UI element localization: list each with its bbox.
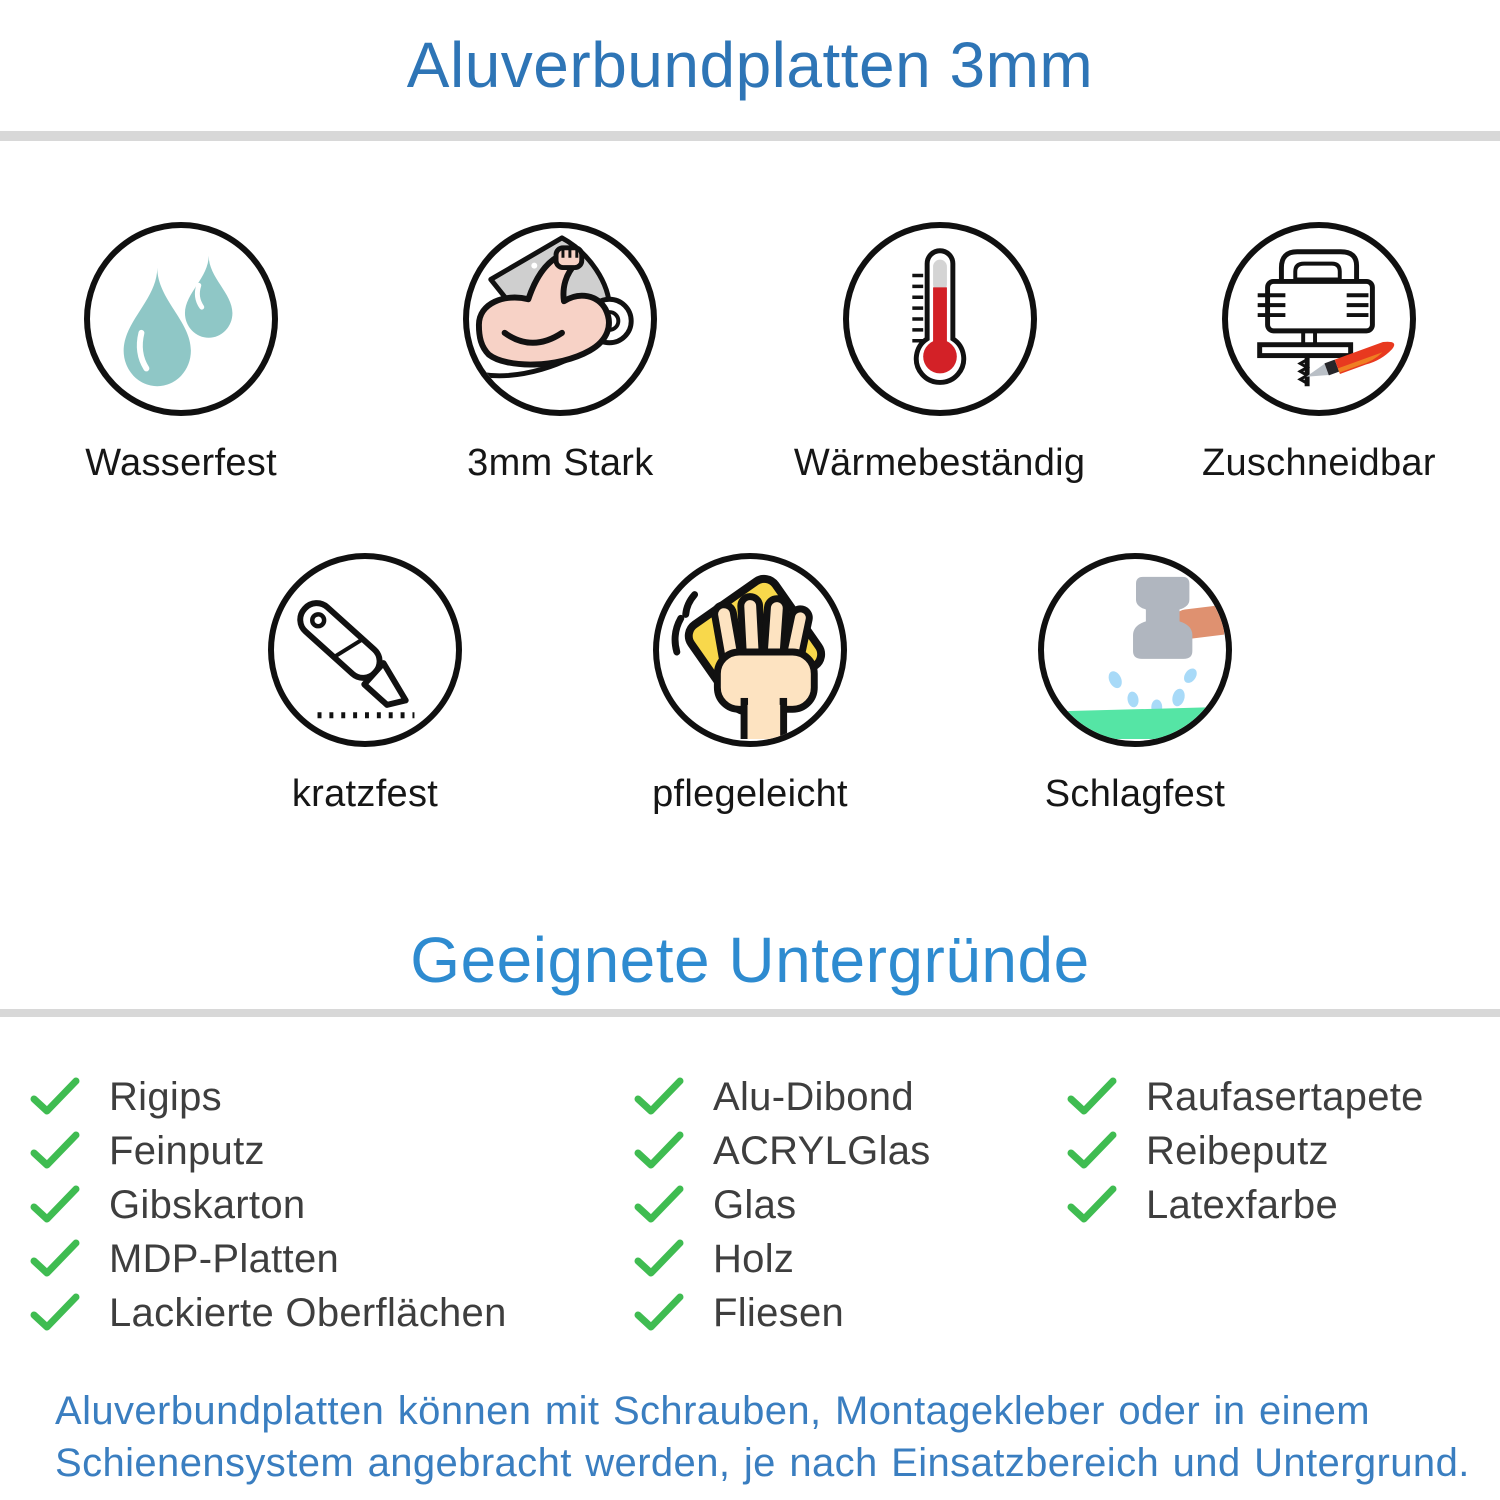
feature-label: Wärmebeständig bbox=[793, 442, 1086, 484]
checkmark-icon bbox=[29, 1131, 81, 1171]
checkmark-icon bbox=[29, 1293, 81, 1333]
jigsaw-cutter-icon bbox=[1222, 222, 1416, 416]
feature-label: 3mm Stark bbox=[467, 442, 654, 484]
list-item-label: Latexfarbe bbox=[1146, 1182, 1339, 1227]
feature-row-2 bbox=[30, 553, 1470, 816]
checkmark-icon bbox=[29, 1239, 81, 1279]
feature-waermebestaendig bbox=[769, 222, 1111, 485]
list-item-label: Lackierte Oberflächen bbox=[109, 1290, 507, 1335]
flexed-arm-panel-icon bbox=[463, 222, 657, 416]
feature-label: Zuschneidbar bbox=[1201, 442, 1436, 484]
substrates-column-2 bbox=[633, 1070, 931, 1340]
list-item-label: Glas bbox=[713, 1182, 797, 1227]
mounting-note-line2: Schienensystem angebracht werden, je nach Einsatzbereich und Untergrund. bbox=[55, 1441, 1470, 1485]
water-drops-icon bbox=[84, 222, 278, 416]
list-item-label: Feinputz bbox=[109, 1128, 265, 1173]
checkmark-icon bbox=[633, 1185, 685, 1225]
checkmark-icon bbox=[29, 1077, 81, 1117]
feature-zuschneidbar bbox=[1148, 222, 1490, 485]
list-item-label: Reibeputz bbox=[1146, 1128, 1329, 1173]
checkmark-icon bbox=[633, 1239, 685, 1279]
list-item-label: Fliesen bbox=[713, 1290, 845, 1335]
checkmark-icon bbox=[633, 1077, 685, 1117]
mounting-note bbox=[55, 1385, 1475, 1489]
list-item bbox=[633, 1070, 931, 1124]
feature-row-1 bbox=[10, 222, 1490, 485]
list-item bbox=[633, 1286, 931, 1340]
feature-pflegeleicht bbox=[575, 553, 925, 816]
substrates-column-1 bbox=[29, 1070, 507, 1340]
list-item-label: ACRYLGlas bbox=[713, 1128, 931, 1173]
list-item bbox=[1066, 1070, 1424, 1124]
section-title-untergruende: Geeignete Untergründe bbox=[410, 924, 1090, 996]
utility-knife-icon bbox=[268, 553, 462, 747]
checkmark-icon bbox=[29, 1185, 81, 1225]
mounting-note-line1: Aluverbundplatten können mit Schrauben, Montagekleber oder in einem bbox=[55, 1389, 1370, 1433]
list-item bbox=[29, 1232, 507, 1286]
feature-label: kratzfest bbox=[291, 773, 439, 815]
list-item bbox=[29, 1286, 507, 1340]
list-item-label: Rigips bbox=[109, 1074, 222, 1119]
list-item-label: Gibskarton bbox=[109, 1182, 306, 1227]
thermometer-icon bbox=[843, 222, 1037, 416]
feature-3mm-stark bbox=[389, 222, 731, 485]
feature-schlagfest bbox=[960, 553, 1310, 816]
list-item bbox=[1066, 1178, 1424, 1232]
feature-label: Schlagfest bbox=[1044, 773, 1226, 815]
list-item bbox=[633, 1232, 931, 1286]
divider-middle bbox=[0, 1009, 1500, 1017]
feature-kratzfest bbox=[190, 553, 540, 816]
substrates-column-3 bbox=[1066, 1070, 1424, 1232]
list-item bbox=[1066, 1124, 1424, 1178]
checkmark-icon bbox=[1066, 1131, 1118, 1171]
hand-cloth-icon bbox=[653, 553, 847, 747]
divider-top bbox=[0, 131, 1500, 141]
list-item bbox=[633, 1178, 931, 1232]
hammer-surface-icon bbox=[1038, 553, 1232, 747]
feature-label: Wasserfest bbox=[85, 442, 277, 484]
list-item-label: MDP-Platten bbox=[109, 1236, 340, 1281]
list-item-label: Alu-Dibond bbox=[713, 1074, 914, 1119]
feature-wasserfest bbox=[10, 222, 352, 485]
feature-label: pflegeleicht bbox=[652, 773, 848, 815]
list-item bbox=[633, 1124, 931, 1178]
list-item bbox=[29, 1178, 507, 1232]
checkmark-icon bbox=[633, 1293, 685, 1333]
list-item-label: Holz bbox=[713, 1236, 795, 1281]
checkmark-icon bbox=[1066, 1077, 1118, 1117]
page-title: Aluverbundplatten 3mm bbox=[406, 29, 1094, 101]
checkmark-icon bbox=[1066, 1185, 1118, 1225]
list-item-label: Raufasertapete bbox=[1146, 1074, 1424, 1119]
checkmark-icon bbox=[633, 1131, 685, 1171]
list-item bbox=[29, 1070, 507, 1124]
list-item bbox=[29, 1124, 507, 1178]
